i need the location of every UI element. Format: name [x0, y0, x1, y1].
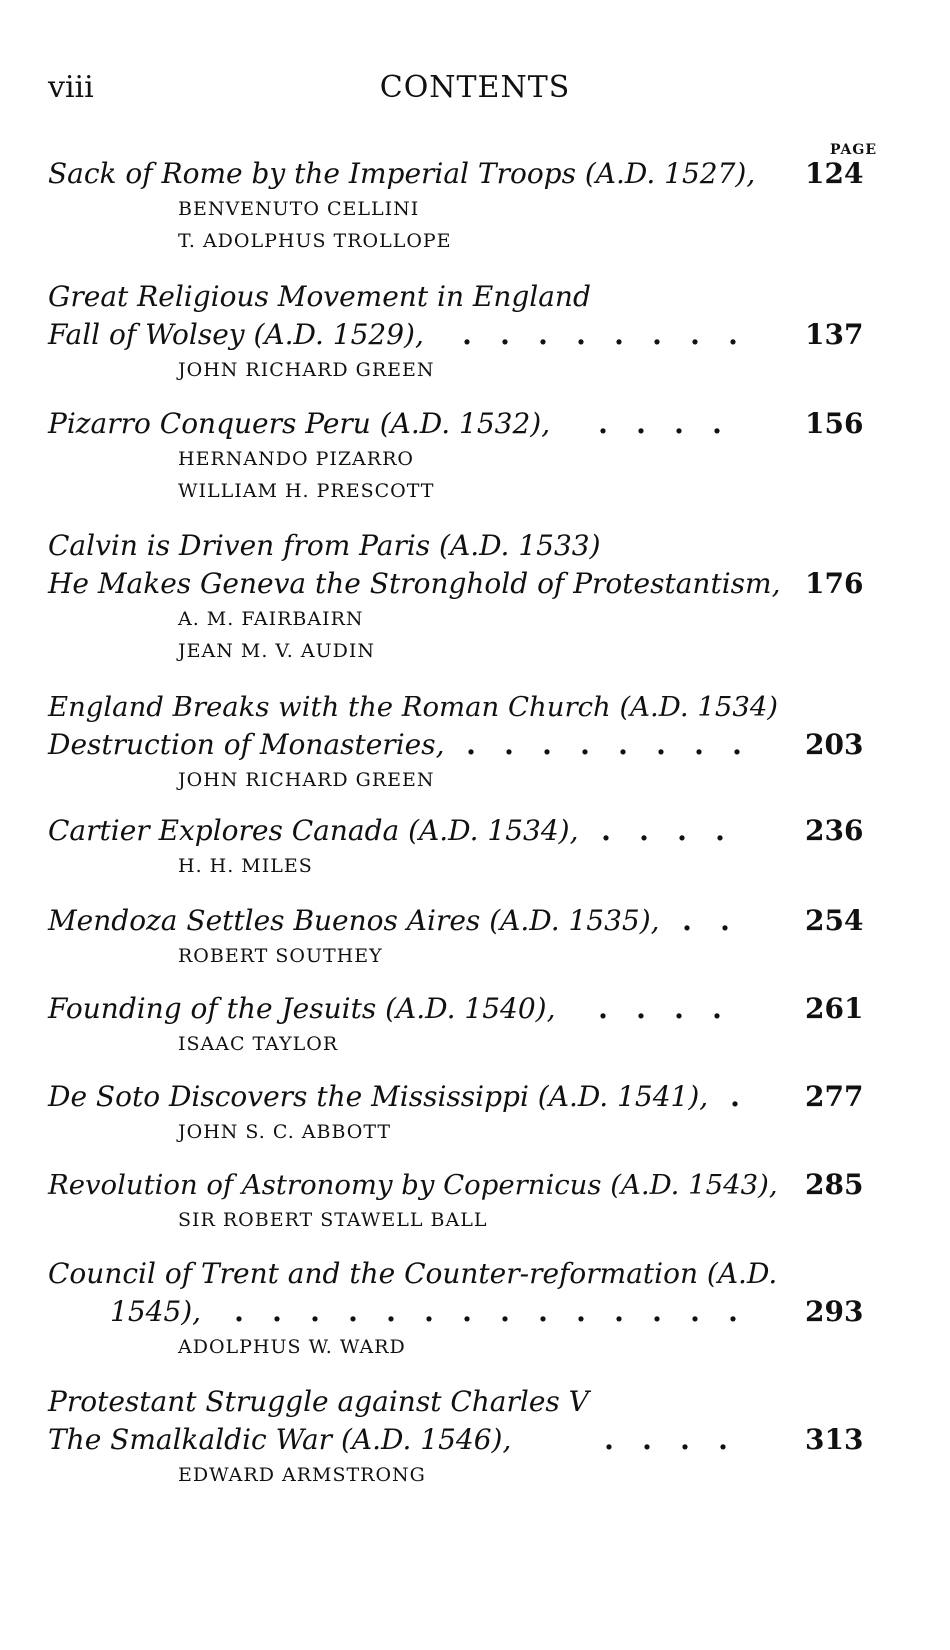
entry-author: HERNANDO PIZARRO: [178, 448, 414, 470]
toc-entry: [0, 155, 950, 257]
toc-entry: [0, 1078, 950, 1148]
entry-author: ISAAC TAYLOR: [178, 1033, 339, 1055]
entry-title: Calvin is Driven from Paris (A.D. 1533): [48, 529, 601, 562]
entry-title-line: [0, 1255, 950, 1293]
entry-title: Protestant Struggle against Charles V: [48, 1385, 589, 1418]
page-number: 277: [805, 1080, 864, 1113]
entry-title-line: [0, 1078, 950, 1116]
leader-dots: . . . .: [598, 407, 722, 440]
page-number: 261: [805, 992, 864, 1025]
toc-entry: [0, 1255, 950, 1363]
page-number: 236: [805, 814, 864, 847]
entry-title-line: [0, 278, 950, 316]
entry-title: Council of Trent and the Counter-reformation (A.D.: [48, 1257, 778, 1290]
entry-title-line: [0, 726, 950, 764]
page-number: 203: [805, 728, 864, 761]
entry-title-line: [0, 565, 950, 603]
running-head: [0, 70, 950, 110]
page-column-label: PAGE: [830, 142, 877, 158]
entry-author: ROBERT SOUTHEY: [178, 945, 383, 967]
entry-author: JOHN RICHARD GREEN: [178, 769, 435, 791]
toc-entry: [0, 1166, 950, 1236]
entry-title-line: [0, 155, 950, 193]
page-number: 293: [805, 1295, 864, 1328]
page-number: 285: [805, 1168, 864, 1201]
entry-title: Destruction of Monasteries,: [48, 728, 445, 761]
page-folio: viii: [48, 70, 94, 105]
entry-author: SIR ROBERT STAWELL BALL: [178, 1209, 488, 1231]
toc-entry: [0, 405, 950, 507]
entry-title-line: [0, 902, 950, 940]
leader-dots: . . . .: [598, 992, 722, 1025]
entry-title-line: [0, 405, 950, 443]
toc-entry: [0, 990, 950, 1060]
toc-entry: [0, 278, 950, 386]
toc-entry: [0, 812, 950, 882]
entry-title-line: [0, 527, 950, 565]
entry-author: WILLIAM H. PRESCOTT: [178, 480, 435, 502]
leader-dots: . . . . . . . .: [466, 728, 742, 761]
entry-author: JOHN S. C. ABBOTT: [178, 1121, 392, 1143]
entry-title: Fall of Wolsey (A.D. 1529),: [48, 318, 424, 351]
entry-title-line: [0, 1383, 950, 1421]
toc-entry: [0, 1383, 950, 1491]
entry-title: He Makes Geneva the Stronghold of Protestantism,: [48, 567, 781, 600]
entry-title: Great Religious Movement in England: [48, 280, 591, 313]
entry-title-line: [0, 688, 950, 726]
entry-title-line: [0, 1293, 950, 1331]
entry-author: A. M. FAIRBAIRN: [178, 608, 364, 630]
leader-dots: . . . .: [604, 1423, 728, 1456]
leader-dots: . .: [682, 904, 730, 937]
entry-title: 1545),: [110, 1295, 202, 1328]
entry-title: Revolution of Astronomy by Copernicus (A.D. 1543),: [48, 1169, 778, 1201]
entry-author: ADOLPHUS W. WARD: [178, 1336, 406, 1358]
entry-author: H. H. MILES: [178, 855, 313, 877]
toc-entry: [0, 688, 950, 796]
entry-title: De Soto Discovers the Mississippi (A.D. 1541),: [48, 1080, 709, 1113]
page-number: 254: [805, 904, 864, 937]
entry-author: JEAN M. V. AUDIN: [178, 640, 375, 662]
page-number: 313: [805, 1423, 864, 1456]
entry-title: Pizarro Conquers Peru (A.D. 1532),: [48, 407, 551, 440]
entry-title: England Breaks with the Roman Church (A.D. 1534): [48, 691, 779, 723]
leader-dots: . . . . . . . .: [462, 318, 738, 351]
leader-dots: . . . .: [601, 814, 725, 847]
entry-author: BENVENUTO CELLINI: [178, 198, 420, 220]
entry-title: Cartier Explores Canada (A.D. 1534),: [48, 814, 579, 847]
entry-title: Sack of Rome by the Imperial Troops (A.D. 1527),: [48, 157, 756, 190]
entry-title-line: [0, 812, 950, 850]
entry-title: Founding of the Jesuits (A.D. 1540),: [48, 992, 556, 1025]
entry-title-line: [0, 1166, 950, 1204]
entry-author: T. ADOLPHUS TROLLOPE: [178, 230, 452, 252]
entry-author: JOHN RICHARD GREEN: [178, 359, 435, 381]
page-number: 124: [805, 157, 864, 190]
entry-author: EDWARD ARMSTRONG: [178, 1464, 426, 1486]
page-number: 137: [805, 318, 864, 351]
entry-title: Mendoza Settles Buenos Aires (A.D. 1535),: [48, 904, 660, 937]
leader-dots: .: [730, 1080, 740, 1113]
page-number: 156: [805, 407, 864, 440]
entry-title-line: [0, 316, 950, 354]
entry-title-line: [0, 990, 950, 1028]
entry-title: The Smalkaldic War (A.D. 1546),: [48, 1423, 512, 1456]
toc-entry: [0, 902, 950, 972]
leader-dots: . . . . . . . . . . . . . .: [234, 1295, 738, 1328]
toc-entry: [0, 527, 950, 667]
entry-title-line: [0, 1421, 950, 1459]
page-number: 176: [805, 567, 864, 600]
page-title: CONTENTS: [379, 70, 571, 105]
